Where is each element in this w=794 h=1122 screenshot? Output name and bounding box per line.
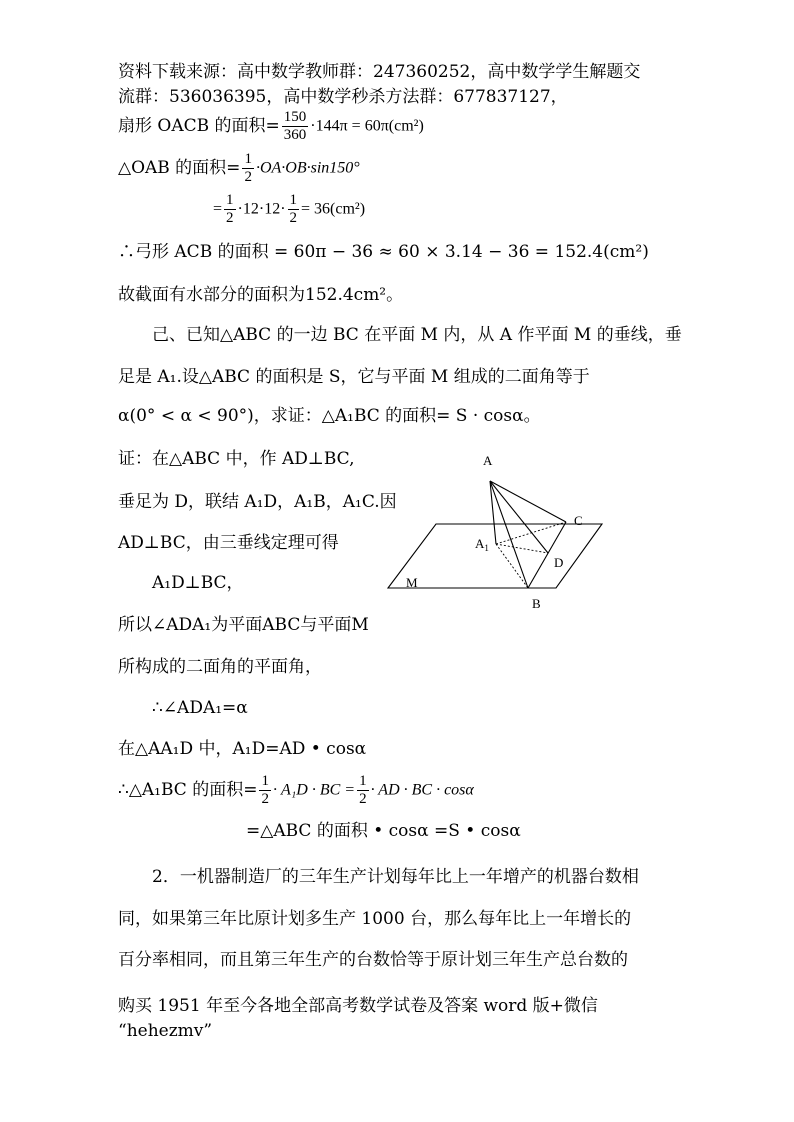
problem-line-3: α(0° < α < 90°)，求证：△A₁BC 的面积= S · cosα。 (118, 406, 541, 426)
a1bc-area-label: ∴△A₁BC 的面积= (118, 780, 258, 800)
proof-line-3: AD⊥BC，由三垂线定理可得 (118, 533, 339, 553)
q2-line-3: 百分率相同，而且第三年生产的台数恰等于原计划三年生产总台数的 (118, 950, 628, 970)
fraction-numerator: 1 (244, 151, 252, 167)
equals-sign: = (213, 200, 223, 218)
problem-line-2: 足是 A₁.设△ABC 的面积是 S，它与平面 M 组成的二面角等于 (118, 367, 590, 387)
triangle-area-line-1 (118, 152, 360, 185)
sector-fraction (282, 110, 309, 143)
geometry-figure (370, 445, 610, 620)
label-C: C (574, 513, 583, 528)
fraction-numerator: 1 (226, 192, 234, 208)
fraction-numerator: 1 (359, 773, 367, 789)
fraction-numerator: 150 (283, 109, 307, 125)
fraction-denominator: 2 (244, 169, 252, 185)
proof-line-10: =△ABC 的面积 • cosα =S • cosα (246, 821, 521, 841)
edge-AB (490, 481, 528, 588)
label-A1 (475, 536, 489, 553)
fraction-denominator: 2 (261, 791, 269, 807)
triangle-label: △OAB 的面积= (118, 158, 241, 178)
proof-line-8: 在△AA₁D 中，A₁D=AD • cosα (118, 739, 367, 759)
half-fraction (288, 193, 300, 226)
sector-label: 扇形 OACB 的面积= (118, 116, 280, 136)
fraction-numerator: 1 (289, 192, 298, 208)
fraction-denominator: 2 (359, 791, 367, 807)
label-B: B (532, 596, 541, 611)
edge-A1B (496, 544, 528, 588)
label-A1-main: A (475, 536, 485, 551)
footer-line-1: 购买 1951 年至今各地全部高考数学试卷及答案 word 版+微信 (118, 996, 598, 1016)
label-M: M (406, 575, 418, 590)
header-line-2: 流群：536036395，高中数学秒杀方法群：677837127， (118, 87, 568, 107)
proof-line-7: ∴∠ADA₁=α (152, 698, 248, 718)
edge-AC (490, 481, 566, 522)
footer-line-2: “hehezmv” (118, 1021, 213, 1041)
label-A1-subscript: 1 (484, 543, 489, 553)
sector-area-line (118, 110, 424, 143)
bow-area-line: ∴弓形 ACB 的面积 = 60π − 36 ≈ 60 × 3.14 − 36 = 152.4(cm²) (118, 242, 649, 262)
fraction-denominator: 2 (226, 210, 234, 226)
label-A: A (483, 453, 493, 468)
conclusion-line: 故截面有水部分的面积为152.4cm²。 (118, 285, 404, 305)
proof-line-2: 垂足为 D，联结 A₁D，A₁B，A₁C.因 (118, 492, 397, 512)
half-fraction (357, 774, 369, 807)
triangle-expression: ·OA·OB·sin150° (255, 159, 360, 177)
proof-line-6: 所构成的二面角的平面角， (118, 657, 322, 677)
fraction-numerator: 1 (261, 773, 269, 789)
half-fraction (242, 152, 254, 185)
half-fraction (259, 774, 271, 807)
triangle-area-line-2 (213, 193, 365, 226)
triangle-expression-2a: ·12·12· (237, 200, 286, 218)
half-fraction (224, 193, 236, 226)
problem-line-1: 己、已知△ABC 的一边 BC 在平面 M 内，从 A 作平面 M 的垂线，垂 (152, 325, 682, 345)
a1bc-expression-1: · A₁D · BC = (272, 781, 356, 799)
proof-line-4: A₁D⊥BC， (152, 573, 244, 593)
fraction-denominator: 360 (283, 127, 307, 143)
a1bc-expression-2: · AD · BC · cosα (370, 781, 474, 799)
q2-line-1: 2．一机器制造厂的三年生产计划每年比上一年增产的机器台数相 (152, 867, 639, 887)
edge-AD (490, 481, 548, 553)
q2-line-2: 同，如果第三年比原计划多生产 1000 台，那么每年比上一年增长的 (118, 909, 632, 929)
proof-line-5: 所以∠ADA₁为平面ABC与平面M (118, 615, 369, 635)
sector-expression: ·144π = 60π(cm²) (310, 117, 424, 135)
proof-line-1: 证：在△ABC 中，作 AD⊥BC, (118, 449, 355, 469)
header-line-1: 资料下载来源：高中数学教师群：247360252，高中数学学生解题交 (118, 62, 641, 82)
edge-A1D (496, 544, 548, 553)
proof-line-9 (118, 774, 474, 807)
triangle-expression-2b: = 36(cm²) (301, 200, 366, 218)
label-D: D (554, 555, 564, 570)
fraction-denominator: 2 (289, 210, 298, 226)
